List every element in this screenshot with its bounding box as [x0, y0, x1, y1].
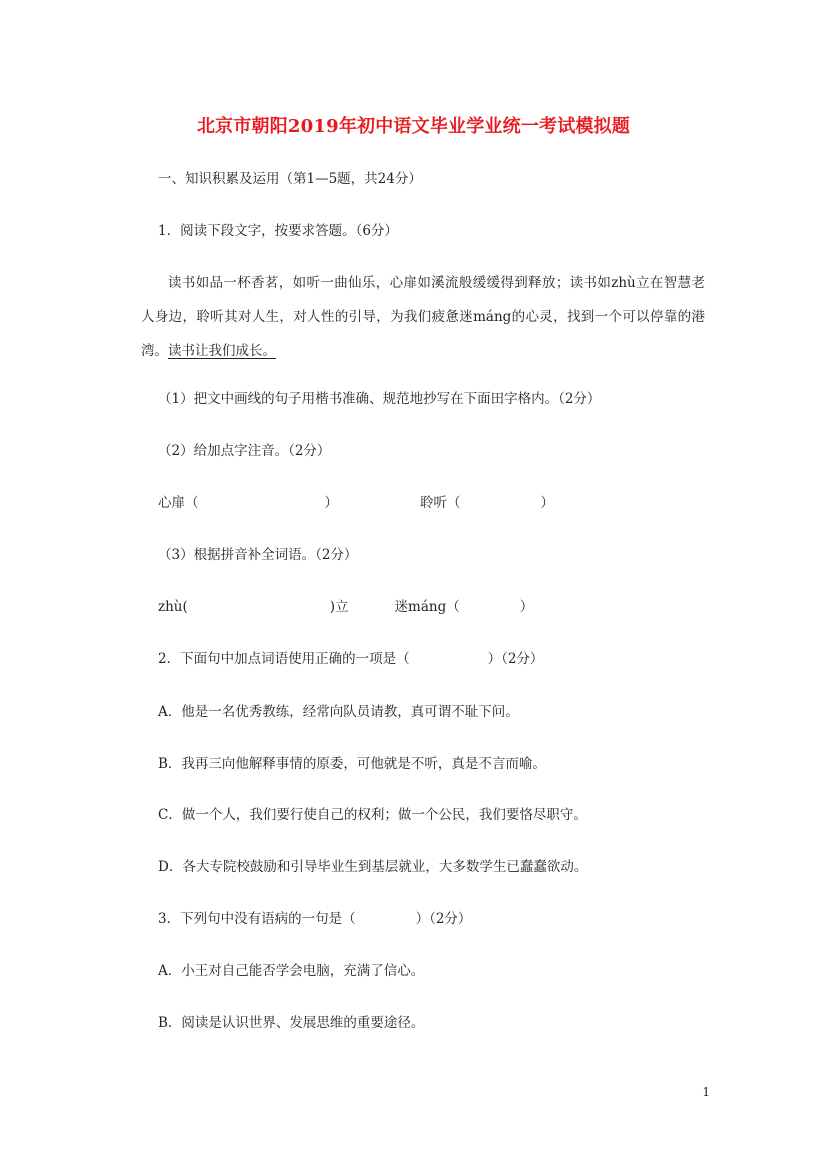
question-2-prompt-text: 2．下面句中加点词语使用正确的一项是（ — [158, 651, 410, 667]
word-completion-row — [158, 598, 533, 616]
answer-blank-mang-label: 迷máng（ — [394, 599, 460, 615]
answer-blank-lingting-label: 聆听（ — [420, 495, 461, 511]
passage-text: 读书如品一杯香茗，如听一曲仙乐，心扉如溪流般缓缓得到释放；读书如zhù立在智慧老人身边，聆听其对人生，对人性的引导，为我们疲惫迷máng的心灵，找到一个可以停靠的港湾。 — [141, 275, 705, 359]
question-2-option-b: B．我再三向他解释事情的原委，可他就是不听，真是不言而喻。 — [158, 756, 546, 772]
question-2-option-a: A．他是一名优秀教练，经常向队员请教，真可谓不耻下问。 — [158, 704, 519, 720]
answer-blank-lingting-close: ） — [540, 495, 554, 511]
answer-blank-zhu-close: )立 — [329, 599, 349, 615]
page-title: 北京市朝阳2019年初中语文毕业学业统一考试模拟题 — [196, 116, 631, 137]
section-heading: 一、知识积累及运用（第1—5题，共24分） — [158, 171, 422, 187]
question-2-option-d: D．各大专院校鼓励和引导毕业生到基层就业，大多数学生已蠢蠢欲动。 — [158, 859, 588, 875]
question-2-points: ）（2分） — [487, 651, 544, 667]
question-1-sub-2: （2）给加点字注音。（2分） — [158, 443, 331, 459]
question-1-passage — [141, 266, 705, 368]
question-3-points: ）（2分） — [415, 911, 472, 927]
question-1-sub-3: （3）根据拼音补全词语。（2分） — [158, 547, 358, 563]
answer-blank-zhu-label: zhù( — [158, 599, 188, 615]
answer-blank-xinfei-close: ） — [324, 495, 338, 511]
question-2-prompt — [158, 650, 543, 668]
page-number: 1 — [702, 1085, 710, 1099]
question-3-prompt — [158, 910, 471, 928]
pinyin-answer-row — [158, 494, 554, 512]
question-2-option-c: C．做一个人，我们要行使自己的权利；做一个公民，我们要恪尽职守。 — [158, 807, 587, 823]
question-1-sub-1: （1）把文中画线的句子用楷书准确、规范地抄写在下面田字格内。（2分） — [158, 391, 601, 407]
question-1-prompt: 1．阅读下段文字，按要求答题。（6分） — [158, 223, 398, 239]
passage-underlined-sentence: 读书让我们成长。 — [168, 343, 276, 359]
question-3-option-b: B．阅读是认识世界、发展思维的重要途径。 — [158, 1015, 425, 1031]
question-3-prompt-text: 3．下列句中没有语病的一句是（ — [158, 911, 356, 927]
answer-blank-mang-close: ） — [519, 599, 534, 615]
answer-blank-xinfei-label: 心扉（ — [158, 495, 199, 511]
question-3-option-a: A．小王对自己能否学会电脑，充满了信心。 — [158, 963, 425, 979]
